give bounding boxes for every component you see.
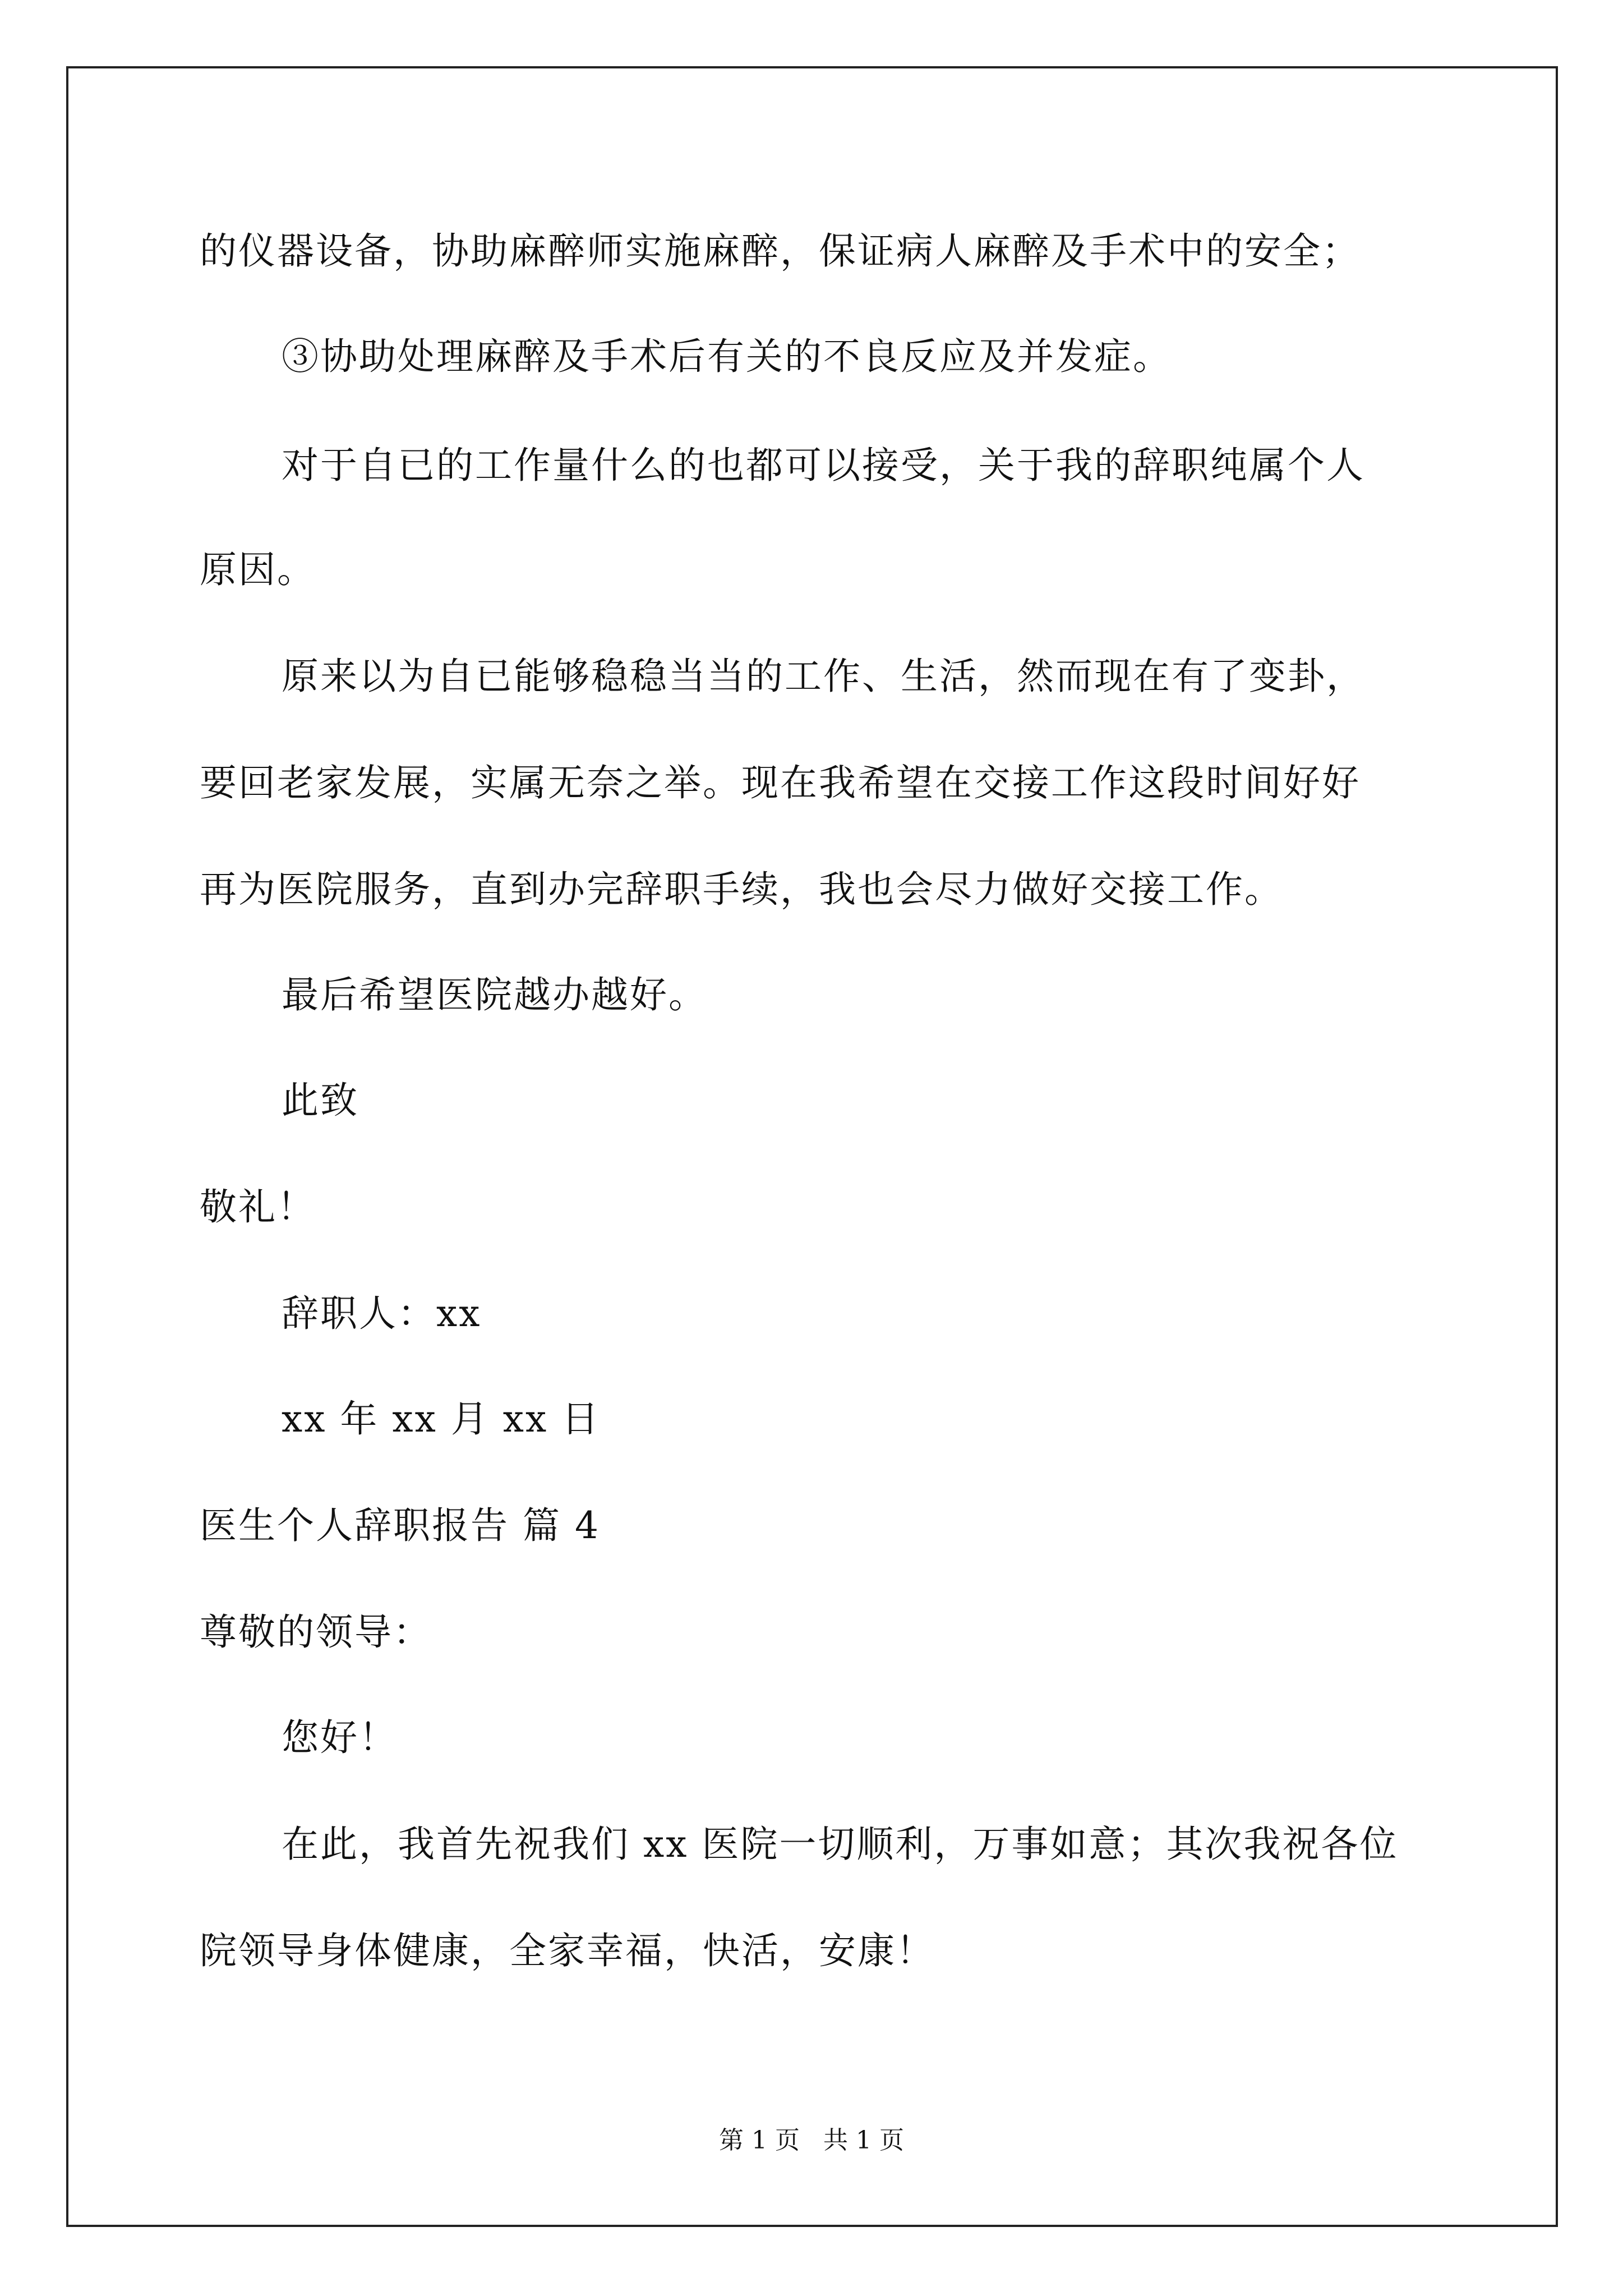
body-line: 院领导身体健康，全家幸福，快活，安康！: [200, 1929, 935, 1972]
body-line: 对于自已的工作量什么的也都可以接受，关于我的辞职纯属个人: [282, 444, 1365, 487]
signature: 辞职人：xx: [282, 1292, 482, 1335]
body-line: 原因。: [200, 548, 316, 591]
page-footer: 第 1 页 共 1 页: [719, 2126, 904, 2155]
page-frame: [66, 66, 1558, 2227]
body-line: 在此，我首先祝我们 xx 医院一切顺利，万事如意；其次我祝各位: [282, 1823, 1399, 1866]
body-line: 最后希望医院越办越好。: [282, 973, 707, 1016]
salutation: 尊敬的领导：: [200, 1611, 432, 1654]
body-line: ③协助处理麻醉及手术后有关的不良反应及并发症。: [282, 335, 1172, 378]
section-title: 医生个人辞职报告 篇 4: [200, 1504, 600, 1547]
greeting: 您好！: [282, 1716, 398, 1759]
salutation-close: 敬礼！: [200, 1185, 316, 1228]
body-line: 原来以为自已能够稳稳当当的工作、生活，然而现在有了变卦，: [282, 655, 1365, 698]
body-line: 再为医院服务，直到办完辞职手续，我也会尽力做好交接工作。: [200, 868, 1283, 911]
closing-phrase: 此致: [282, 1079, 359, 1122]
date-line: xx 年 xx 月 xx 日: [282, 1397, 601, 1441]
body-line: 要回老家发展，实属无奈之举。现在我希望在交接工作这段时间好好: [200, 761, 1361, 804]
body-line: 的仪器设备，协助麻醉师实施麻醉，保证病人麻醉及手术中的安全；: [200, 229, 1361, 273]
